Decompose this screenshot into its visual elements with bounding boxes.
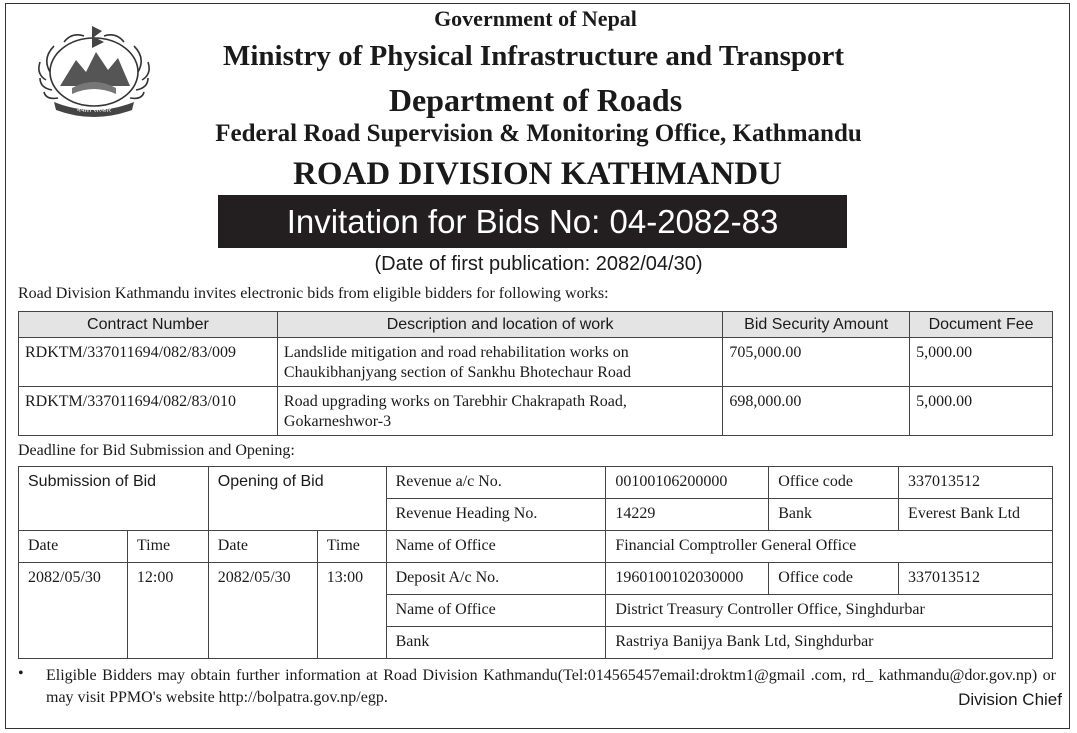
table-row	[19, 387, 1053, 436]
opening-of-bid-header: Opening of Bid	[208, 467, 386, 531]
name-of-office-label: Name of Office	[386, 595, 606, 627]
contract-number: RDKTM/337011694/082/83/010	[19, 387, 278, 436]
deadline-table	[18, 466, 1053, 659]
opening-time: 13:00	[317, 563, 386, 659]
table-row	[19, 531, 1053, 563]
bank-label: Bank	[769, 499, 899, 531]
bank-value: Rastriya Banijya Bank Ltd, Singhdurbar	[606, 627, 1053, 659]
name-of-office-value: District Treasury Controller Office, Singhdurbar	[606, 595, 1053, 627]
document-fee: 5,000.00	[910, 387, 1053, 436]
table-row	[19, 563, 1053, 595]
header-contract-number: Contract Number	[19, 312, 278, 338]
signature-division-chief: Division Chief	[958, 690, 1062, 709]
opening-time-label: Time	[317, 531, 386, 563]
work-description-line: Road upgrading works on Tarebhir Chakrapath Road,	[283, 393, 627, 410]
submission-time-label: Time	[127, 531, 208, 563]
department-heading: Department of Roads	[388, 82, 683, 118]
bank-value: Everest Bank Ltd	[899, 499, 1053, 531]
submission-date-label: Date	[19, 531, 128, 563]
bid-title-banner: Invitation for Bids No: 04-2082-83	[218, 195, 847, 248]
table-row	[19, 338, 1053, 387]
office-code-label: Office code	[769, 467, 899, 499]
bid-security-amount: 705,000.00	[723, 338, 910, 387]
document-fee: 5,000.00	[910, 338, 1053, 387]
deposit-ac-value: 1960100102030000	[606, 563, 769, 595]
bid-security-amount: 698,000.00	[723, 387, 910, 436]
office-code-value: 337013512	[899, 467, 1053, 499]
table-row	[19, 467, 1053, 499]
government-heading: Government of Nepal	[434, 6, 637, 31]
intro-text: Road Division Kathmandu invites electronic bids from eligible bidders for following works:	[18, 285, 609, 302]
ministry-heading: Ministry of Physical Infrastructure and Transport	[222, 40, 845, 72]
revenue-heading-value: 14229	[606, 499, 769, 531]
submission-date: 2082/05/30	[19, 563, 128, 659]
opening-date-label: Date	[208, 531, 317, 563]
work-description	[277, 338, 722, 387]
revenue-ac-value: 00100106200000	[606, 467, 769, 499]
office-code-label: Office code	[769, 563, 899, 595]
work-description	[277, 387, 722, 436]
name-of-office-value: Financial Comptroller General Office	[606, 531, 1053, 563]
contract-number: RDKTM/337011694/082/83/009	[19, 338, 278, 387]
bank-label: Bank	[386, 627, 606, 659]
publication-date: (Date of first publication: 2082/04/30)	[374, 253, 703, 275]
deposit-ac-label: Deposit A/c No.	[386, 563, 606, 595]
opening-date: 2082/05/30	[208, 563, 317, 659]
name-of-office-label: Name of Office	[386, 531, 606, 563]
division-heading: ROAD DIVISION KATHMANDU	[293, 156, 782, 192]
office-code-value: 337013512	[899, 563, 1053, 595]
deadline-label: Deadline for Bid Submission and Opening:	[18, 442, 295, 459]
header-bid-security: Bid Security Amount	[723, 312, 910, 338]
submission-time: 12:00	[127, 563, 208, 659]
works-table-header	[19, 312, 1053, 338]
revenue-heading-label: Revenue Heading No.	[386, 499, 606, 531]
office-heading: Federal Road Supervision & Monitoring Office, Kathmandu	[215, 120, 862, 147]
header-document-fee: Document Fee	[910, 312, 1053, 338]
info-note: Eligible Bidders may obtain further information at Road Division Kathmandu(Tel:014565457email:droktm1@gmail .com, rd_ kathmandu@dor.gov.np) or may visit PPMO's website http://bolpatra.gov.np/egp.	[46, 667, 1056, 706]
revenue-ac-label: Revenue a/c No.	[386, 467, 606, 499]
work-description-line: Gokarneshwor-3	[283, 413, 392, 430]
work-description-line: Landslide mitigation and road rehabilitation works on	[283, 344, 629, 361]
header-description: Description and location of work	[277, 312, 722, 338]
submission-of-bid-header: Submission of Bid	[19, 467, 209, 531]
bullet-icon: •	[18, 665, 24, 682]
work-description-line: Chaukibhanjyang section of Sankhu Bhotechaur Road	[283, 364, 631, 381]
emblem-motto: नेपाल सरकार	[76, 106, 112, 114]
works-table	[18, 311, 1053, 436]
